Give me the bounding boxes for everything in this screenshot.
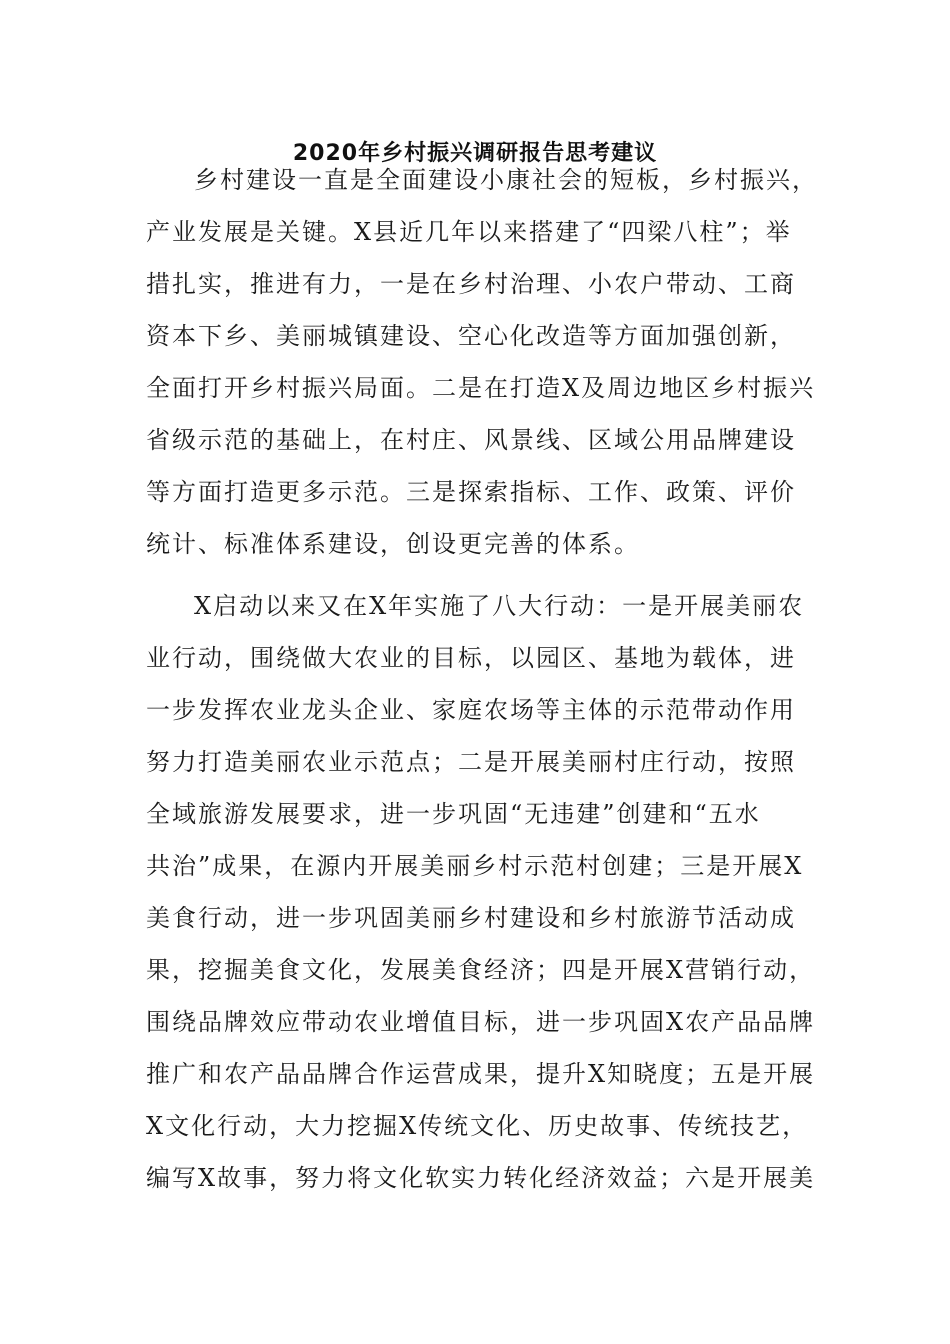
paragraph-line: X启动以来又在X年实施了八大行动：一是开展美丽农 <box>194 592 805 620</box>
paragraph-1 <box>146 154 826 570</box>
paragraph-line: 一步发挥农业龙头企业、家庭农场等主体的示范带动作用 <box>146 696 796 724</box>
paragraph-line: 业行动，围绕做大农业的目标，以园区、基地为载体，进 <box>146 644 796 672</box>
paragraph-line: 省级示范的基础上，在村庄、风景线、区域公用品牌建设 <box>146 426 796 454</box>
paragraph-line: 推广和农产品品牌合作运营成果，提升X知晓度；五是开展 <box>146 1060 816 1088</box>
paragraph-line: 努力打造美丽农业示范点；二是开展美丽村庄行动，按照 <box>146 748 796 776</box>
paragraph-line: 全域旅游发展要求，进一步巩固“无违建”创建和“五水 <box>146 800 761 828</box>
paragraph-line: 产业发展是关键。X县近几年以来搭建了“四梁八柱”；举 <box>146 218 792 246</box>
paragraph-line: 果，挖掘美食文化，发展美食经济；四是开展X营销行动， <box>146 956 816 984</box>
paragraph-line: 全面打开乡村振兴局面。二是在打造X及周边地区乡村振兴 <box>146 374 816 402</box>
paragraph-line: 统计、标准体系建设，创设更完善的体系。 <box>146 530 640 558</box>
paragraph-2 <box>146 580 826 1204</box>
paragraph-line: 美食行动，进一步巩固美丽乡村建设和乡村旅游节活动成 <box>146 904 796 932</box>
paragraph-line: 编写X故事，努力将文化软实力转化经济效益；六是开展美 <box>146 1164 816 1192</box>
paragraph-line: 资本下乡、美丽城镇建设、空心化改造等方面加强创新， <box>146 322 796 350</box>
document-title: 2020年乡村振兴调研报告思考建议 <box>292 141 658 166</box>
paragraph-line: 措扎实，推进有力，一是在乡村治理、小农户带动、工商 <box>146 270 796 298</box>
paragraph-line: 共治”成果，在源内开展美丽乡村示范村创建；三是开展X <box>146 852 804 880</box>
paragraph-line: 乡村建设一直是全面建设小康社会的短板，乡村振兴， <box>194 166 818 194</box>
paragraph-line: X文化行动，大力挖掘X传统文化、历史故事、传统技艺， <box>146 1112 809 1140</box>
paragraph-line: 围绕品牌效应带动农业增值目标，进一步巩固X农产品品牌 <box>146 1008 816 1036</box>
paragraph-line: 等方面打造更多示范。三是探索指标、工作、政策、评价 <box>146 478 796 506</box>
